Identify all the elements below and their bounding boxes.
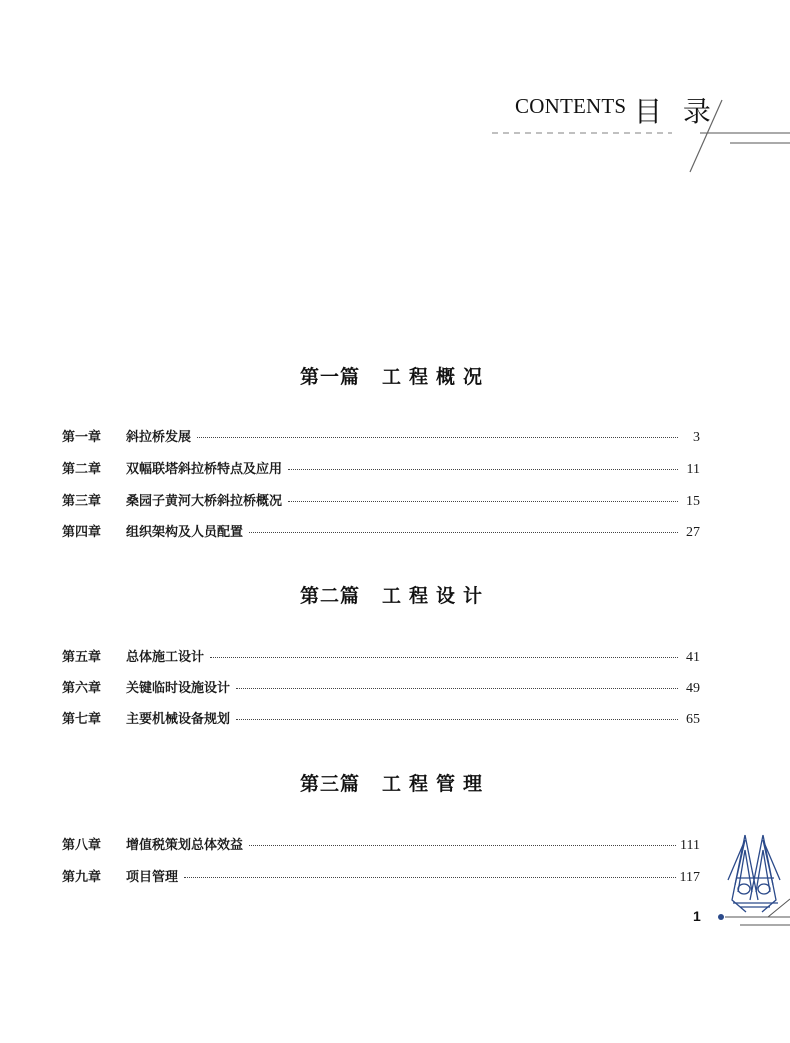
chapter-title: 主要机械设备规划 <box>126 712 231 727</box>
page-ref: 27 <box>686 525 700 540</box>
part-name: 工程管理 <box>382 773 491 795</box>
contents-english-title: CONTENTS <box>515 94 627 118</box>
chapter-title: 斜拉桥发展 <box>126 430 192 445</box>
chapter-number: 第六章 <box>62 681 102 696</box>
chapter-title: 组织架构及人员配置 <box>126 525 244 540</box>
page-ref: 41 <box>686 650 700 665</box>
chapter-number: 第四章 <box>62 525 102 540</box>
chapter-number: 第二章 <box>62 462 102 477</box>
part-number: 第二篇 <box>299 585 360 607</box>
chapter-title: 关键临时设施设计 <box>126 681 231 696</box>
page-ref: 3 <box>693 430 700 445</box>
chapter-title: 增值税策划总体效益 <box>126 838 244 853</box>
page-ref: 117 <box>679 870 700 885</box>
chapter-number: 第一章 <box>62 430 102 445</box>
part-number: 第三篇 <box>299 773 360 795</box>
chapter-title: 双幅联塔斜拉桥特点及应用 <box>126 462 283 477</box>
page-ref: 15 <box>686 494 700 509</box>
chapter-number: 第三章 <box>62 494 102 509</box>
page-ref: 111 <box>680 838 700 853</box>
chapter-title: 项目管理 <box>126 870 179 885</box>
contents-chinese-title: 目 录 <box>634 95 717 128</box>
page-number: 1 <box>693 908 701 924</box>
chapter-title: 总体施工设计 <box>126 650 205 665</box>
chapter-title: 桑园子黄河大桥斜拉桥概况 <box>126 494 283 509</box>
page-ref: 49 <box>686 681 700 696</box>
chapter-number: 第八章 <box>62 838 102 853</box>
page-ref: 11 <box>686 462 700 477</box>
chapter-number: 第七章 <box>62 712 102 727</box>
chapter-number: 第五章 <box>62 650 102 665</box>
part-name: 工程概况 <box>382 366 491 388</box>
chapter-number: 第九章 <box>62 870 102 885</box>
part-name: 工程设计 <box>382 585 491 607</box>
page-ref: 65 <box>686 712 700 727</box>
part-number: 第一篇 <box>299 366 360 388</box>
